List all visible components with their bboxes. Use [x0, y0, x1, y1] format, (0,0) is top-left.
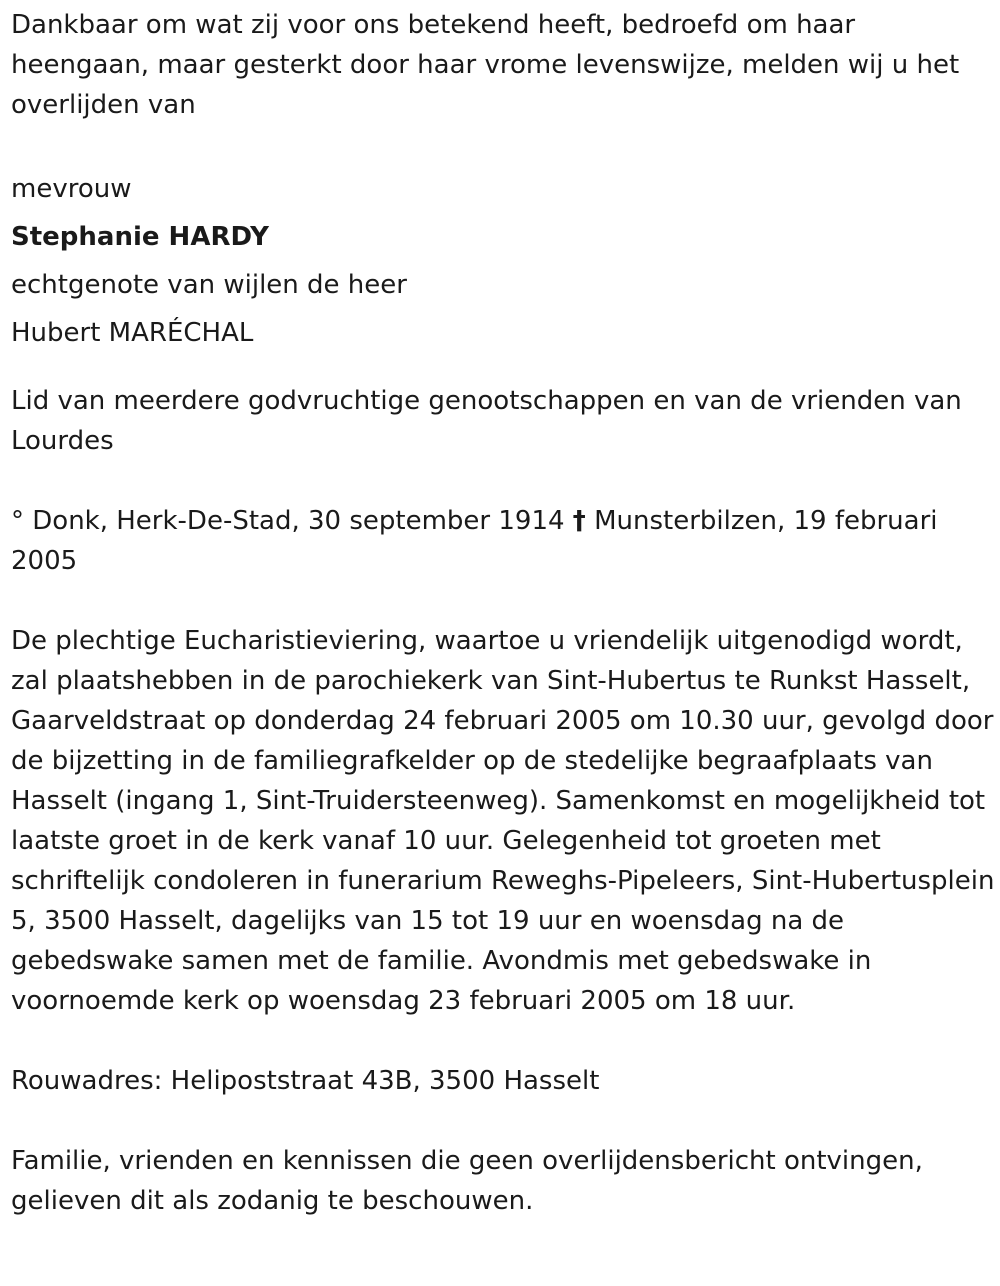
intro-text: Dankbaar om wat zij voor ons betekend heeft, bedroefd om haar heengaan, maar gesterkt door haar vrome levenswijze, melden wij u het overlijden van: [11, 10, 960, 120]
spacer: [11, 581, 1000, 621]
cross-icon: †: [572, 506, 586, 536]
dates-line: [11, 501, 1000, 581]
spacer: [11, 461, 1000, 501]
address-text: Rouwadres: Helipoststraat 43B, 3500 Hasselt: [11, 1066, 600, 1096]
death-text: Munsterbilzen, 19 februari 2005: [11, 506, 938, 576]
spacer: [11, 357, 1000, 381]
relation-text: echtgenote van wijlen de heer: [11, 270, 407, 300]
salutation: mevrouw: [11, 174, 132, 204]
deceased-name: Stephanie HARDY: [11, 222, 269, 252]
closing-text: Familie, vrienden en kennissen die geen overlijdensbericht ontvingen, gelieven dit als zodanig te beschouwen.: [11, 1146, 923, 1216]
spacer: [11, 125, 1000, 165]
spacer: [11, 1101, 1000, 1141]
spacer: [11, 1021, 1000, 1061]
service-text: De plechtige Eucharistieviering, waartoe u vriendelijk uitgenodigd wordt, zal plaatshebben in de parochiekerk van Sint-Hubertus te Runkst Hasselt, Gaarveldstraat op donderdag 24 februari 2005 om 10.30 uur, gevolgd door de bijzetting in de familiegrafkelder op de stedelijke begraafplaats van Hasselt (ingang 1, Sint-Truidersteenweg). Samenkomst en mogelijkheid tot laatste groet in de kerk vanaf 10 uur. Gelegenheid tot groeten met schriftelijk condoleren in funerarium Reweghs-Pipeleers, Sint-Hubertusplein 5, 3500 Hasselt, dagelijks van 15 tot 19 uur en woensdag na de gebedswake samen met de familie. Avondmis met gebedswake in voornoemde kerk op woensdag 23 februari 2005 om 18 uur.: [11, 626, 995, 1016]
membership-text: Lid van meerdere godvruchtige genootschappen en van de vrienden van Lourdes: [11, 386, 962, 456]
birth-text: ° Donk, Herk-De-Stad, 30 september 1914: [11, 506, 565, 536]
spouse-name: Hubert MARÉCHAL: [11, 318, 254, 348]
